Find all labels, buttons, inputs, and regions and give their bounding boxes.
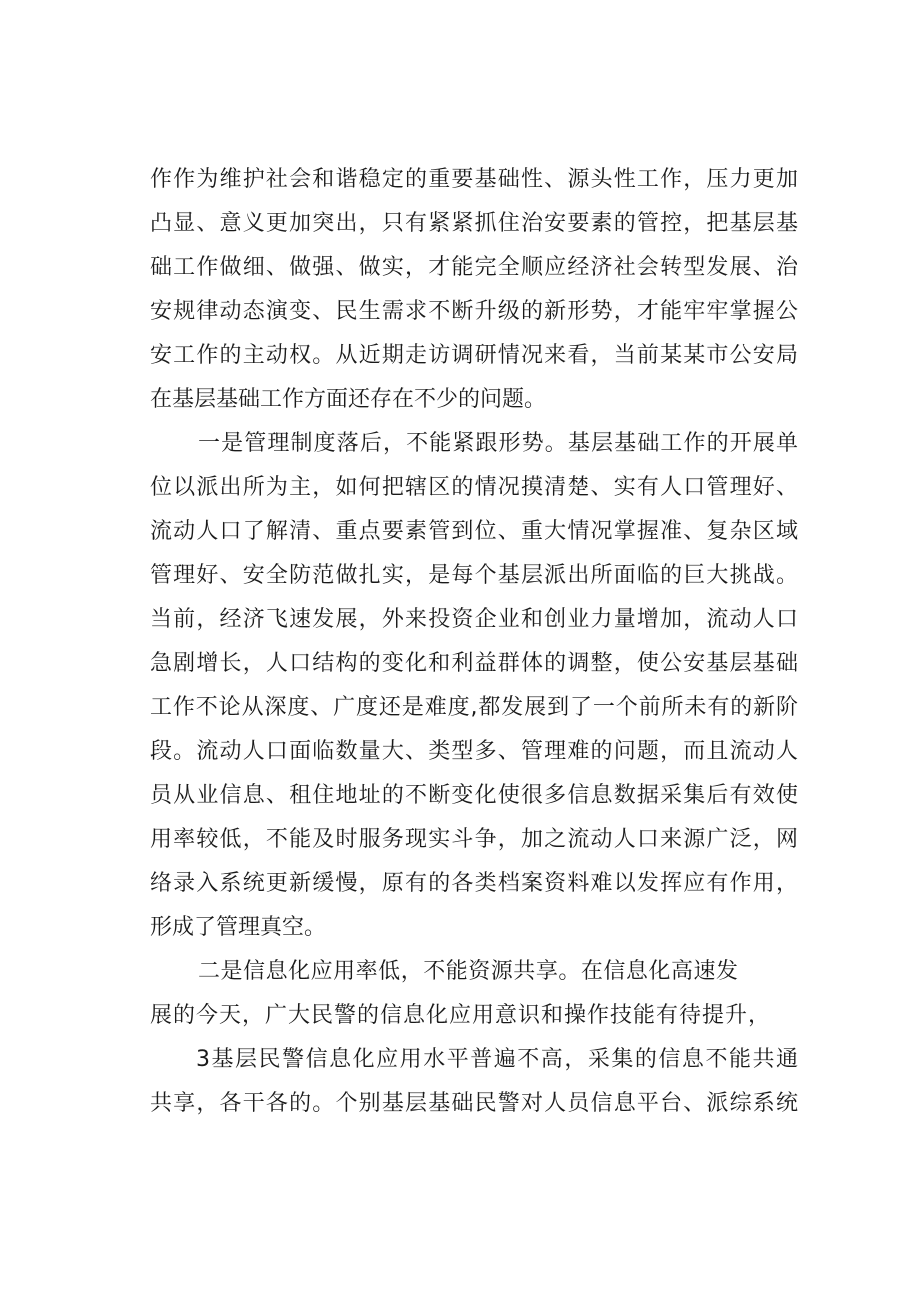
text-line: 络录入系统更新缓慢，原有的各类档案资料难以发挥应有作用， [150, 871, 798, 896]
text-line: 础工作做细、做强、做实，才能完全顺应经济社会转型发展、治 [150, 255, 798, 280]
text-line: 展的今天，广大民警的信息化应用意识和操作技能有待提升， [150, 1003, 770, 1028]
text-line: 管理好、安全防范做扎实，是每个基层派出所面临的巨大挑战。 [150, 563, 798, 588]
text-line: 共享，各干各的。个别基层基础民警对人员信息平台、派综系统 [150, 1091, 798, 1116]
text-line: 在基层基础工作方面还存在不少的问题。 [150, 387, 547, 412]
paragraph-first-line: 二是信息化应用率低，不能资源共享。在信息化高速发 [198, 959, 738, 984]
text-line: 3基层民警信息化应用水平普遍不高，采集的信息不能共通 [196, 1047, 798, 1072]
text-line: 位以派出所为主，如何把辖区的情况摸清楚、实有人口管理好、 [150, 475, 798, 500]
text-line: 安工作的主动权。从近期走访调研情况来看，当前某某市公安局 [150, 343, 798, 368]
text-line: 安规律动态演变、民生需求不断升级的新形势，才能牢牢掌握公 [150, 299, 798, 324]
text-line: 形成了管理真空。 [150, 915, 327, 940]
text-line: 急剧增长，人口结构的变化和利益群体的调整，使公安基层基础 [150, 651, 798, 676]
text-line: 当前，经济飞速发展，外来投资企业和创业力量增加，流动人口 [150, 607, 798, 632]
text-line: 流动人口了解清、重点要素管到位、重大情况掌握准、复杂区域 [150, 519, 798, 544]
paragraph-first-line: 一是管理制度落后，不能紧跟形势。基层基础工作的开展单 [198, 431, 798, 456]
text-line: 员从业信息、租住地址的不断变化使很多信息数据采集后有效使 [150, 783, 798, 808]
text-line: 工作不论从深度、广度还是难度,都发展到了一个前所未有的新阶 [150, 695, 798, 720]
text-line: 用率较低，不能及时服务现实斗争，加之流动人口来源广泛，网 [150, 827, 798, 852]
text-line: 作作为维护社会和谐稳定的重要基础性、源头性工作，压力更加 [150, 167, 798, 192]
text-line: 段。流动人口面临数量大、类型多、管理难的问题，而且流动人 [150, 739, 798, 764]
text-line: 凸显、意义更加突出，只有紧紧抓住治安要素的管控，把基层基 [150, 211, 798, 236]
